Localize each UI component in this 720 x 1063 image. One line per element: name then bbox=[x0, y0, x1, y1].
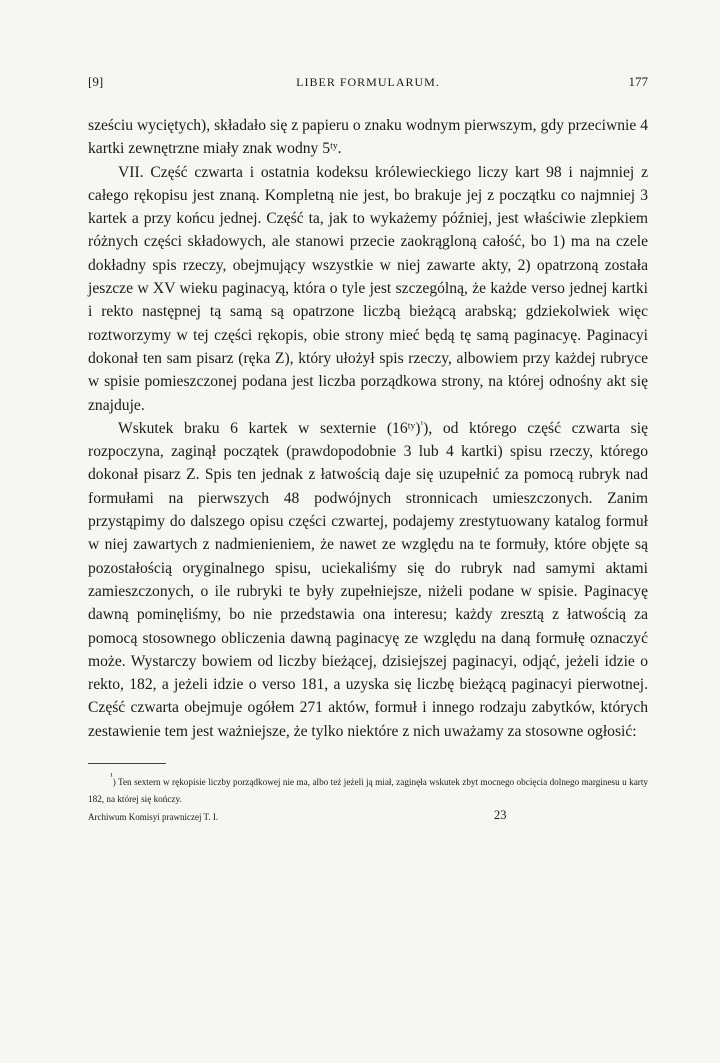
main-text bbox=[88, 114, 648, 743]
running-header bbox=[88, 74, 648, 96]
footnote-separator bbox=[88, 763, 166, 764]
footnote-reference: ¹ bbox=[420, 418, 424, 429]
paragraph-3-text-after-note: ), od którego część czwarta się rozpoczyna, zaginął początek (prawdopodobnie 3 lub 4 kartki) spisu rzeczy, którego dokonał pisarz Z. Spis ten jednak z łatwością daje się uzupełnić za pomocą rubryk nad formułami na pierwszych 48 podwójnych stronnicach umieszczonych. Zanim przystąpimy do dalszego opisu części czwartej, podajemy zrestytuowany katalog formuł w niej zawartych z nadmienieniem, że nawet ze względu na te formuły, które objęte są pozostałością oryginalnego spisu, uciekaliśmy się do rubryk nad samymi aktami zamieszczonych, o ile rubryki te były zupełniejsze, niżeli podane w spisie. Paginacyę dawną pominęliśmy, bo nie przedstawia ona interesu; każdy zresztą z łatwością za pomocą stosownego obliczenia dawną paginacyę ze względu na daną formułę oznaczyć może. Wystarczy bowiem od liczby bieżącej, dzisiejszej paginacyi, odjąć, jeżeli idzie o rekto, 182, a jeżeli idzie o verso 181, a uzyska się liczbę bieżącą paginacyi pierwotnej. Część czwarta obejmuje ogółem 271 aktów, formuł i innego rodzaju zabytków, których zestawienie tem jest ważniejsze, że tylko niektóre z nich uważamy za stosowne ogłosić: bbox=[88, 419, 649, 740]
book-page bbox=[88, 74, 648, 828]
bracket-page-number: [9] bbox=[88, 74, 104, 89]
paragraph-2: VII. Część czwarta i ostatnia kodeksu królewieckiego liczy kart 98 i najmniej z całego rękopisu jest znaną. Kompletną nie jest, bo brakuje jej z początku co najmniej 3 kartek a przy końcu jednej. Część ta, jak to wykażemy później, jest właściwie zlepkiem różnych części składowych, ale stanowi przecie zaokrągloną całość, bo 1) ma na czele dokładny spis rzeczy, obejmujący wszystkie w niej zawarte akty, 2) opatrzoną została jeszcze w XV wieku paginacyą, która o tyle jest szczególną, że każde verso jednej kartki i rekto następnej tą samą są opatrzone liczbą bieżącą arabską; gdziekolwiek więc roztworzymy w tej części rękopis, obie strony mieć będą tę samą paginacyę. Paginacyi dokonał ten sam pisarz (ręka Z), który ułożył spis rzeczy, albowiem przy każdej rubryce w spisie pomieszczonej podana jest liczba porządkowa strony, na której odnośny akt się znajduje. bbox=[88, 163, 648, 414]
paragraph-3-text-before-note: Wskutek braku 6 kartek w sexternie (16ᵗʸ) bbox=[118, 419, 421, 437]
page-number: 177 bbox=[628, 74, 648, 89]
footnote-mark: ¹ bbox=[110, 771, 113, 782]
running-title: LIBER FORMULARUM. bbox=[296, 75, 440, 89]
paragraph-1: sześciu wyciętych), składało się z papieru o znaku wodnym pierwszym, gdy przeciwnie 4 kartki zewnętrzne miały znak wodny 5ᵗʸ. bbox=[88, 117, 648, 158]
printer-signature bbox=[88, 810, 648, 828]
footnote bbox=[88, 771, 648, 808]
signature-title: Archiwum Komisyi prawniczej T. I. bbox=[88, 812, 219, 823]
paragraph-3 bbox=[88, 417, 648, 743]
footnote-text: ) Ten sextern w rękopisie liczby porządkowej nie ma, albo też jeżeli ją miał, zaginęła wskutek zbyt mocnego obcięcia dolnego marginesu u karty 182, na której się kończy. bbox=[88, 777, 648, 805]
signature-number: 23 bbox=[494, 808, 507, 823]
